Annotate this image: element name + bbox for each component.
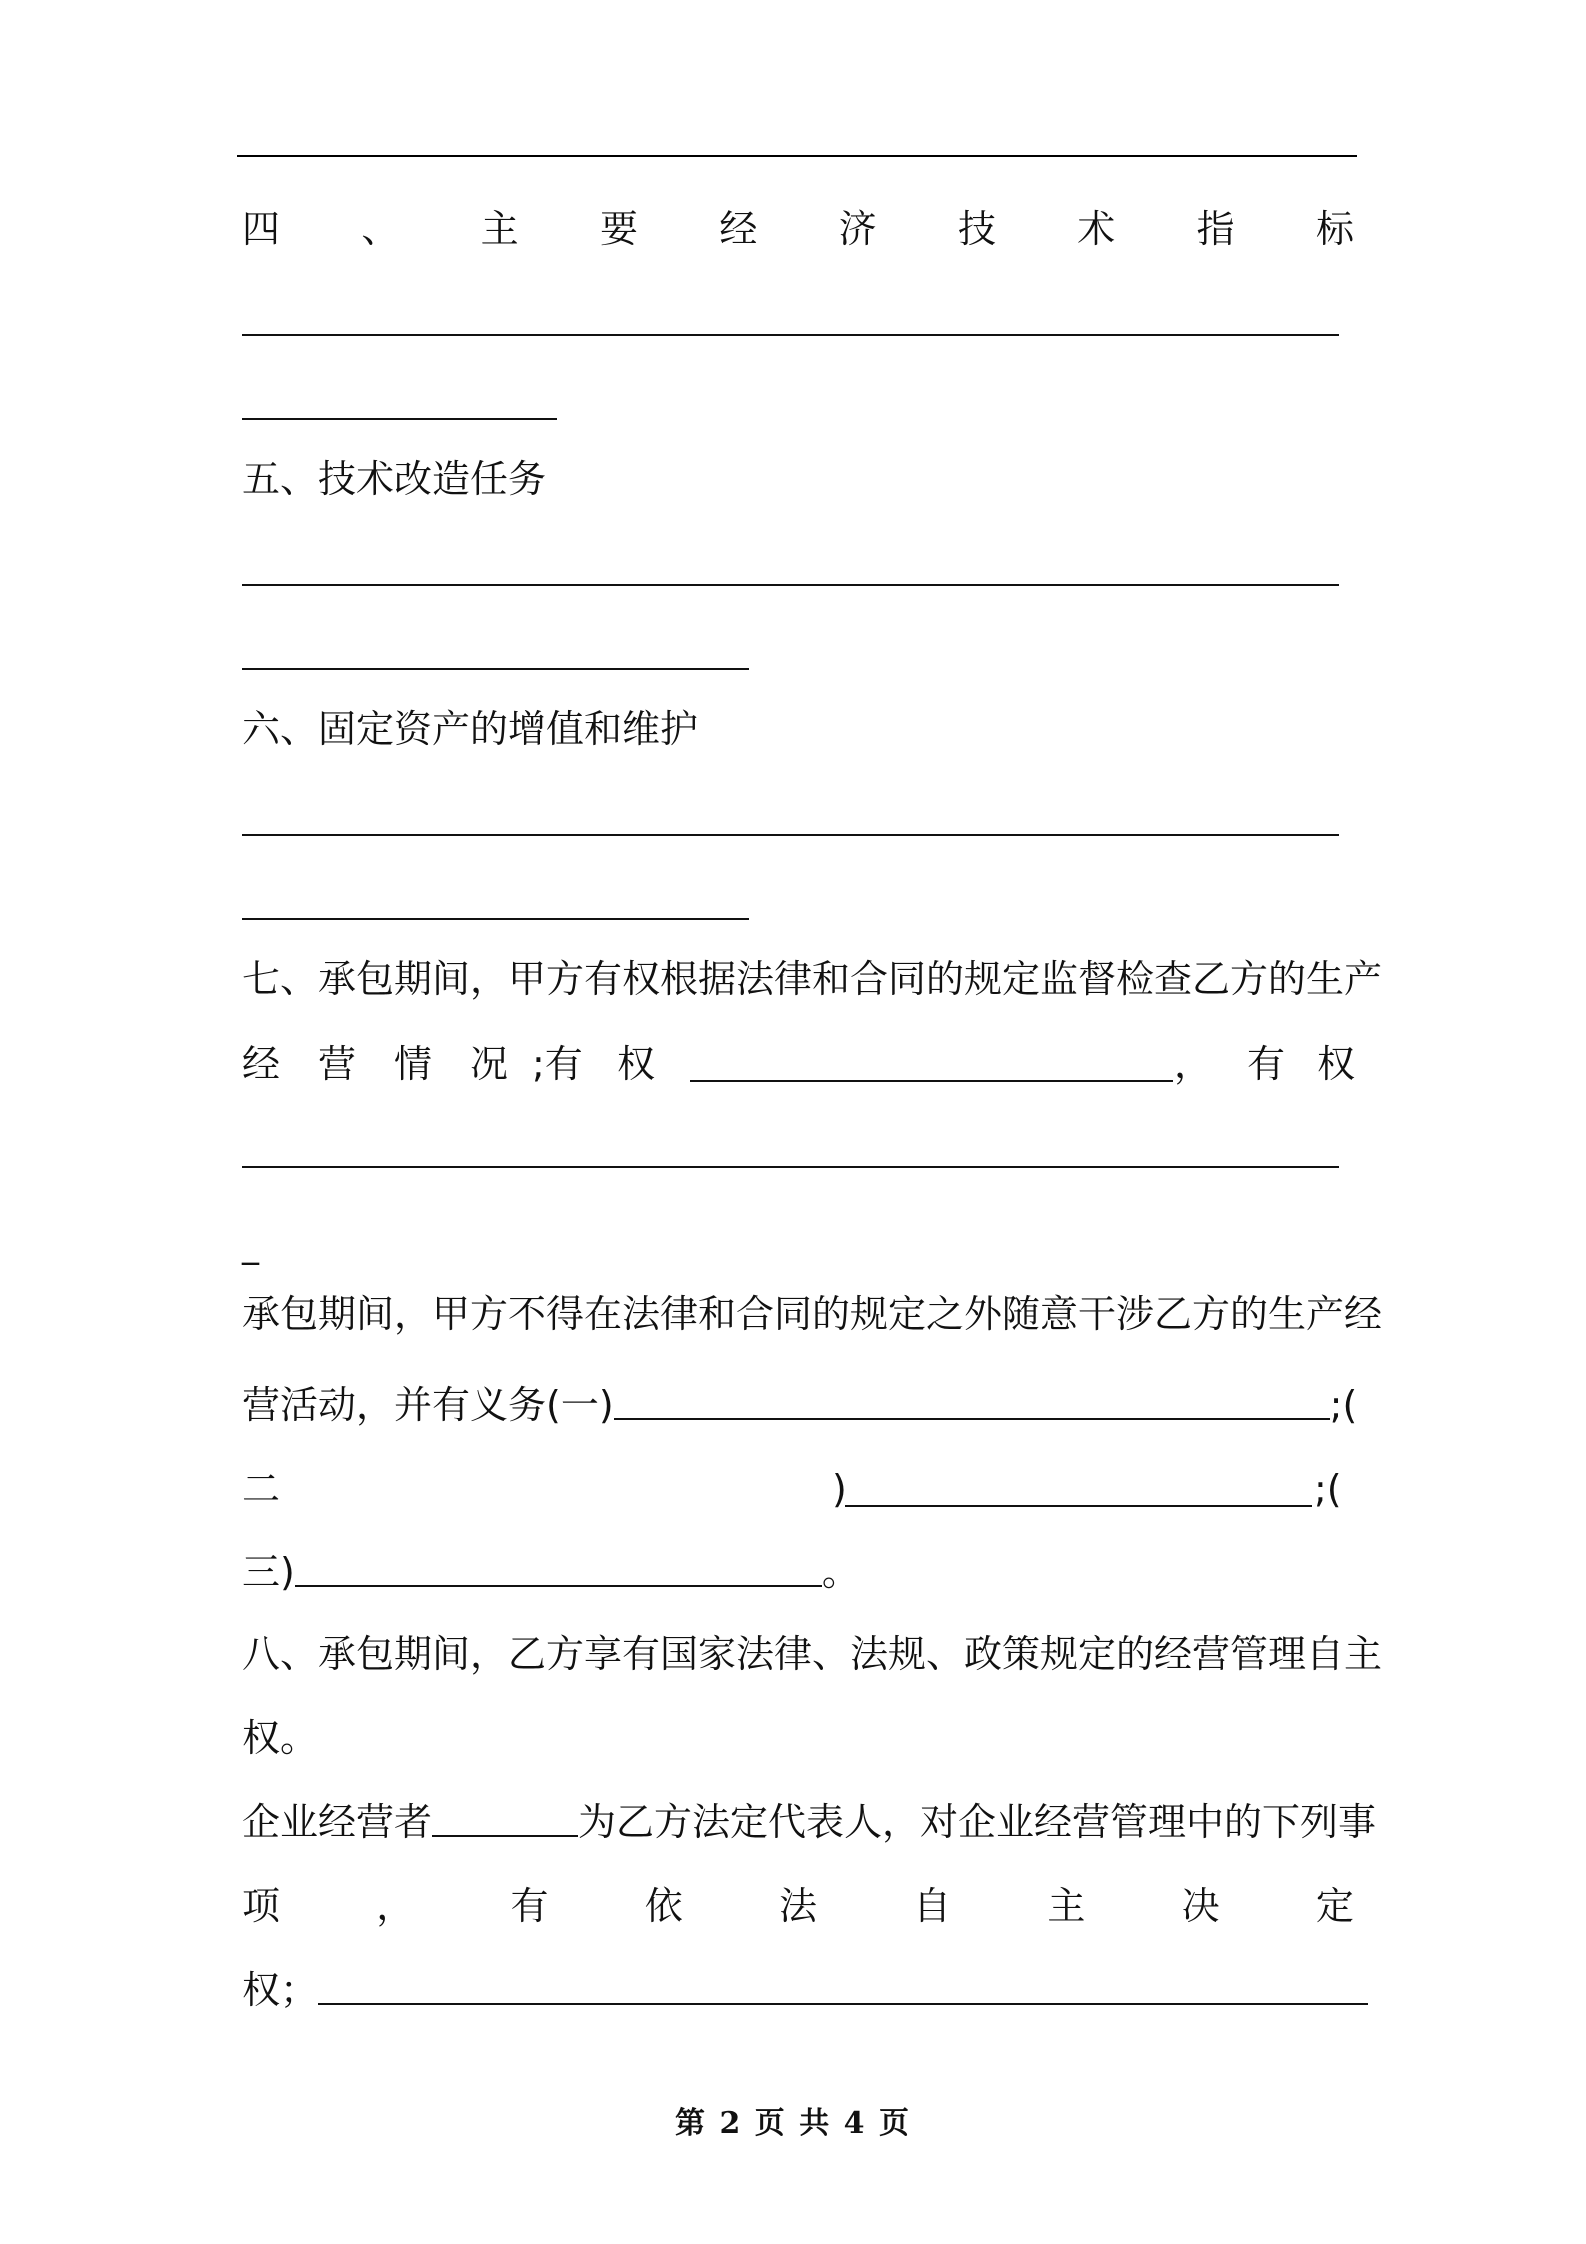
heading-char: 经: [719, 207, 758, 251]
text: 二: [242, 1467, 281, 1511]
word: 情: [394, 1042, 433, 1086]
heading-char: 主: [480, 207, 519, 251]
heading-char: 、: [361, 207, 400, 251]
word: 主: [1047, 1884, 1086, 1928]
fill-in-blank: [614, 1418, 1330, 1420]
fill-in-blank: [242, 918, 749, 920]
text: ;(: [1314, 1467, 1342, 1511]
fill-in-blank: [318, 2003, 1368, 2005]
page-number-footer: 第 2 页 共 4 页: [675, 2106, 911, 2141]
word: 法: [778, 1884, 817, 1928]
word: 经: [242, 1042, 281, 1086]
section-7-para-2-line-1: 承包期间，甲方不得在法律和合同的规定之外随意干涉乙方的生产经: [242, 1292, 1383, 1336]
section-5-heading: 五、技术改造任务: [242, 457, 547, 501]
text: 为乙方法定代表人，对企业经营管理中的下列事: [578, 1800, 1377, 1844]
heading-char: 四: [242, 207, 281, 251]
fill-in-blank: [242, 834, 1339, 836]
text: 三): [242, 1550, 295, 1594]
word: ;有: [532, 1042, 583, 1086]
section-8-line-2: 权。: [242, 1716, 319, 1760]
word: 项: [242, 1884, 281, 1928]
fill-in-blank: [845, 1505, 1312, 1507]
word: 有: [510, 1884, 549, 1928]
fill-in-blank: [295, 1585, 822, 1587]
header-rule: [237, 155, 1357, 157]
fill-in-blank: [432, 1835, 578, 1837]
fill-in-blank: [242, 1166, 1339, 1168]
word: 营: [318, 1042, 357, 1086]
word: ，: [376, 1884, 415, 1928]
text: ;(: [1329, 1383, 1358, 1427]
comma: ，: [1174, 1042, 1213, 1086]
section-4-heading: [242, 205, 1354, 253]
text: 权；: [242, 1968, 319, 2012]
section-8-line-1: 八、承包期间，乙方享有国家法律、法规、政策规定的经营管理自主: [242, 1632, 1383, 1676]
heading-char: 指: [1196, 207, 1235, 251]
text: 。: [821, 1550, 860, 1594]
section-7-line-1: 七、承包期间，甲方有权根据法律和合同的规定监督检查乙方的生产: [242, 957, 1383, 1001]
word: 决: [1181, 1884, 1220, 1928]
fill-in-blank: [242, 668, 749, 670]
word: 有: [1247, 1042, 1286, 1086]
text: 企业经营者: [242, 1800, 433, 1844]
section-8-para-2: [242, 1798, 1377, 1846]
text: 营活动，并有义务(一): [242, 1383, 614, 1427]
word: 况: [470, 1042, 509, 1086]
short-blank: _: [242, 1226, 259, 1266]
section-8-line-4: [242, 1882, 1354, 1930]
section-8-line-5: [242, 1966, 1354, 2014]
word: 依: [644, 1884, 683, 1928]
word: 权: [617, 1042, 656, 1086]
word: 定: [1315, 1884, 1354, 1928]
fill-in-blank: [690, 1080, 1173, 1082]
heading-char: 技: [957, 207, 996, 251]
word: 自: [913, 1884, 952, 1928]
section-7-para-2-line-4: [242, 1548, 1354, 1596]
heading-char: 济: [838, 207, 877, 251]
heading-char: 要: [599, 207, 638, 251]
fill-in-blank: [242, 418, 557, 420]
fill-in-blank: [242, 334, 1339, 336]
text: ): [832, 1467, 847, 1511]
fill-in-blank: [242, 584, 1339, 586]
heading-char: 术: [1077, 207, 1116, 251]
section-6-heading: 六、固定资产的增值和维护: [242, 707, 699, 751]
word: 权: [1317, 1042, 1356, 1086]
heading-char: 标: [1315, 207, 1354, 251]
section-7-para-2-line-2: [242, 1381, 1358, 1429]
